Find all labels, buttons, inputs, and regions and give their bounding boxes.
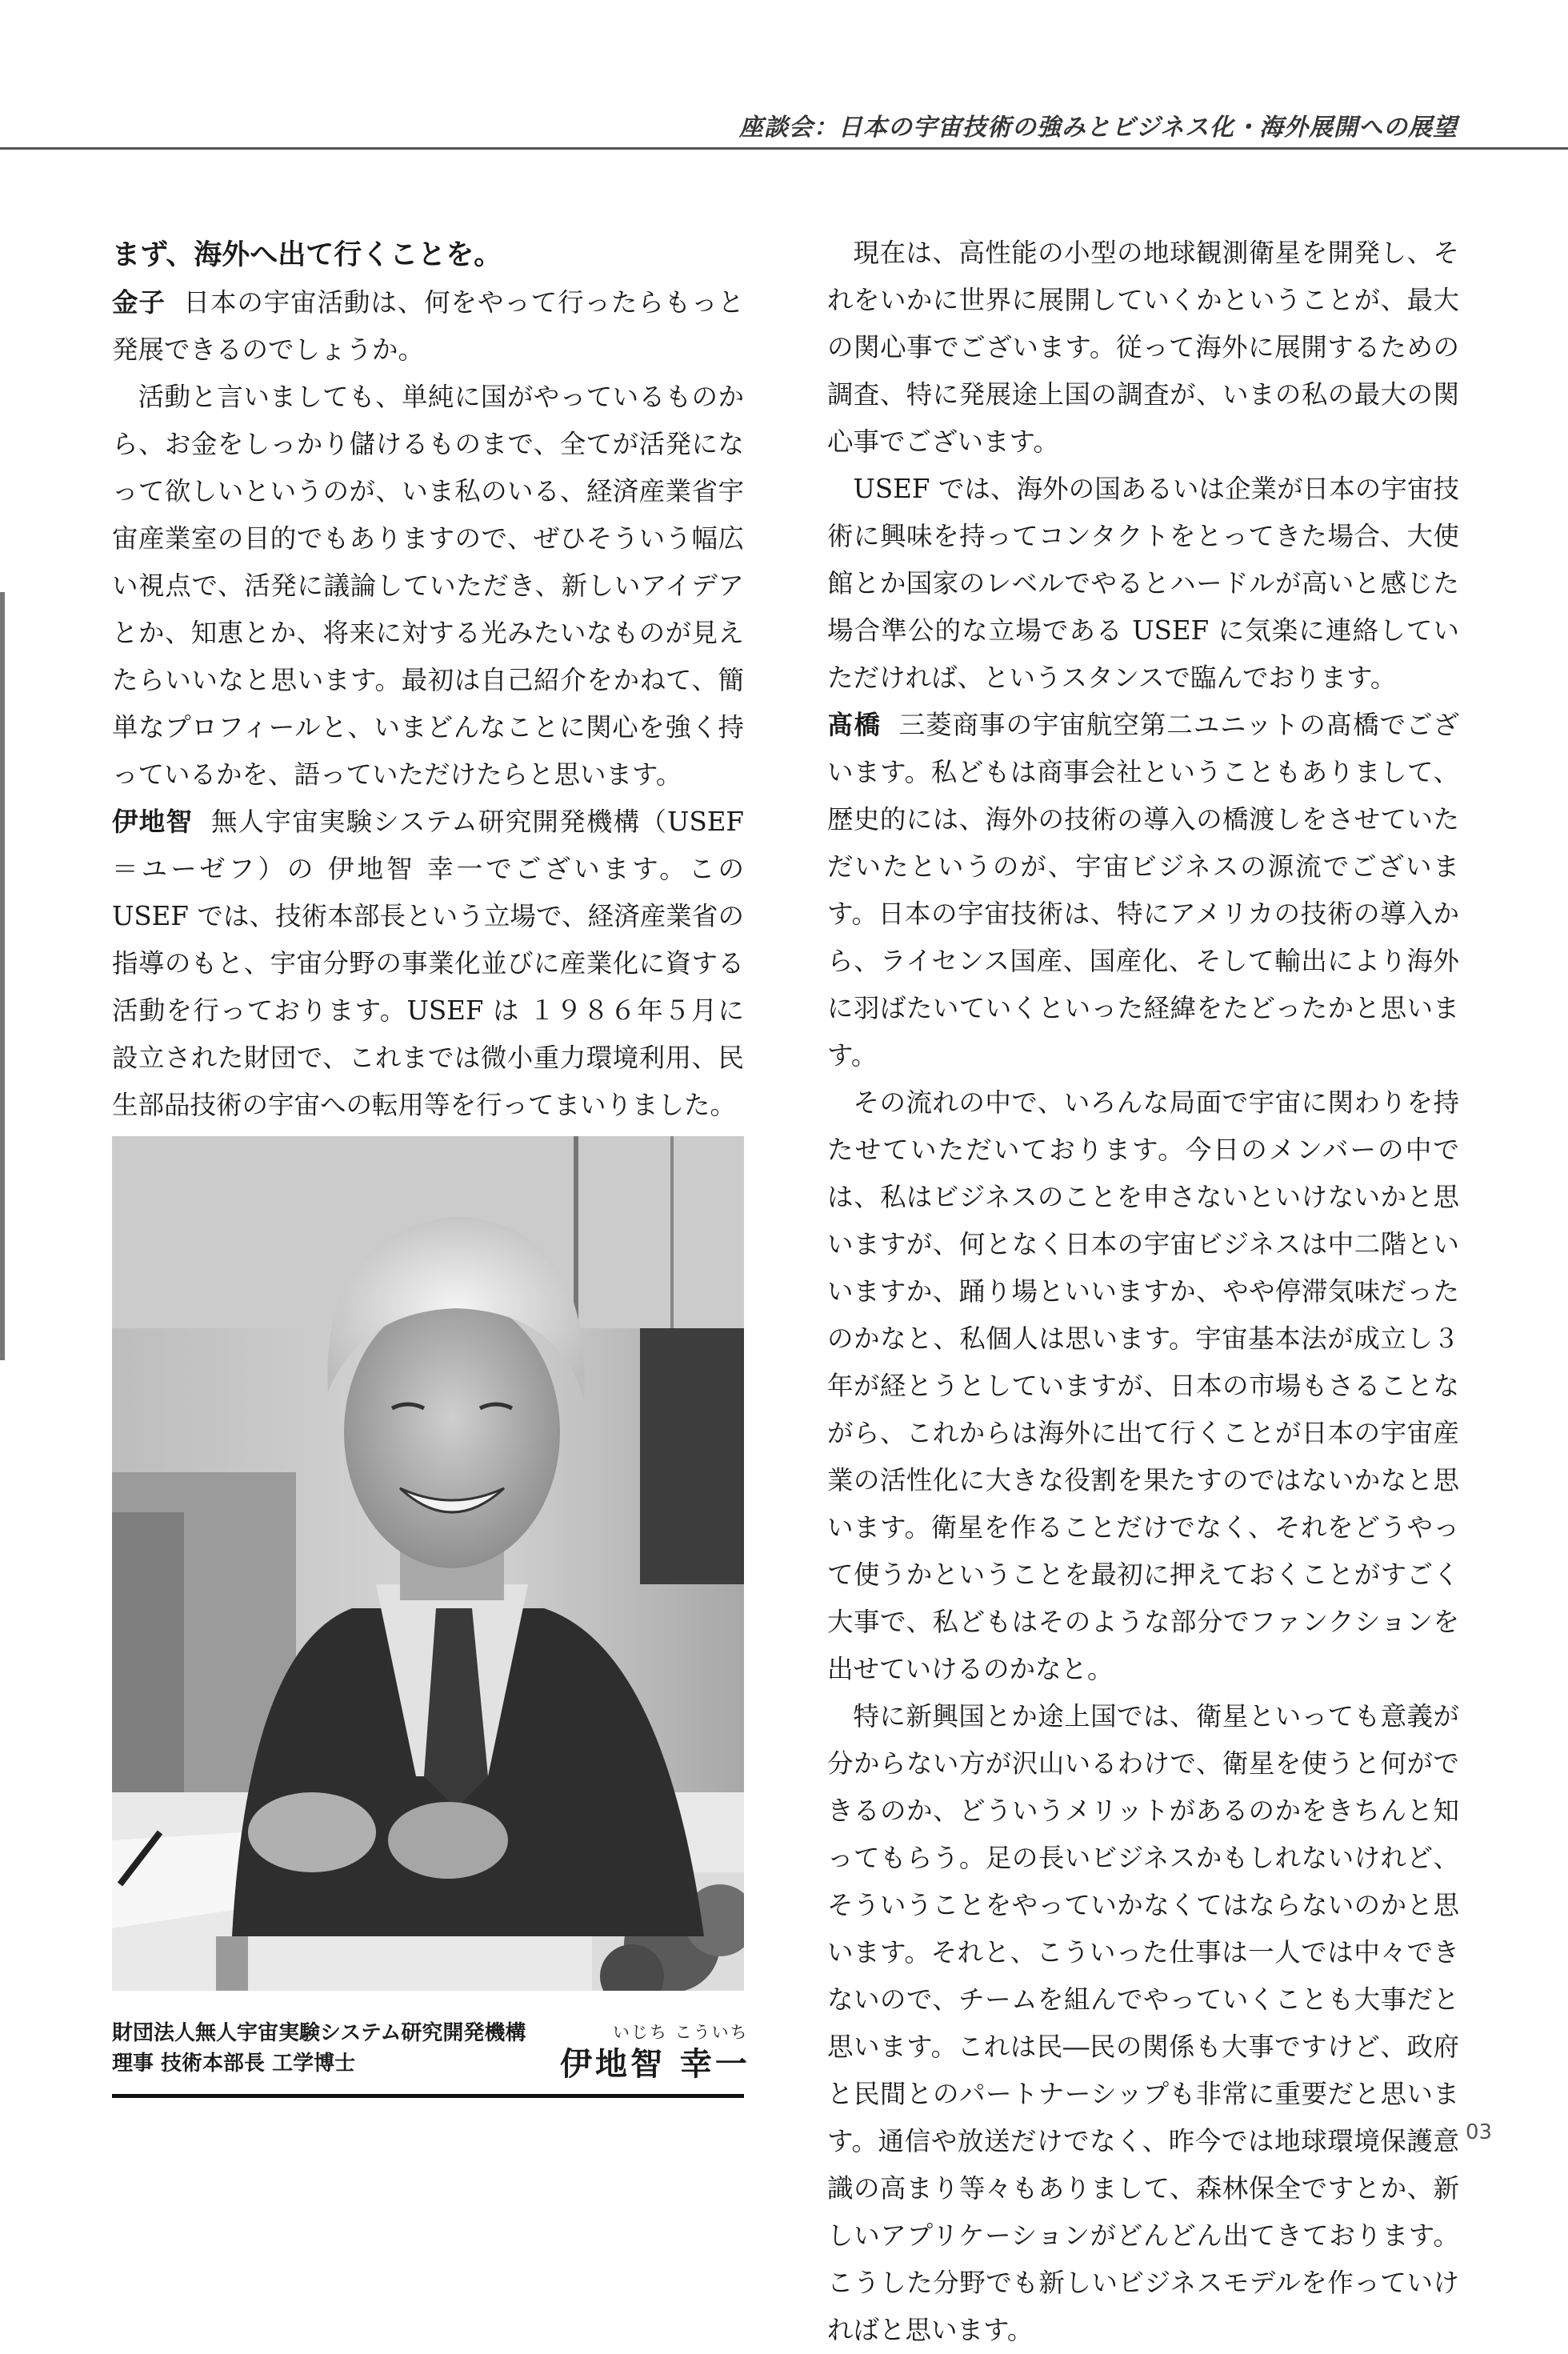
portrait-photo <box>112 1136 744 1991</box>
paragraph-ijichi-3: USEF では、海外の国あるいは企業が日本の宇宙技術に興味を持ってコンタクトをとってきた場合、大使館とか国家のレベルでやるとハードルが高いと感じた場合準公的な立場である USEF に気楽に連絡していただければ、というスタンスで臨んでおります。 <box>827 474 1459 693</box>
side-edge-mark <box>0 592 5 1360</box>
photo-caption-affiliation <box>112 2018 526 2079</box>
caption-name-reading: いじち こういち <box>613 2023 749 2042</box>
paragraph-takahashi-1 <box>827 702 1459 1079</box>
speaker-kaneko: 金子 <box>112 287 166 318</box>
left-column <box>112 232 744 1129</box>
running-header-title: 座談会：日本の宇宙技術の強みとビジネス化・海外展開への展望 <box>738 114 1458 142</box>
caption-affiliation-line2: 理事 技術本部長 工学博士 <box>112 2052 356 2076</box>
page-number: 03 <box>1466 2120 1493 2144</box>
paragraph-ijichi-2: 現在は、高性能の小型の地球観測衛星を開発し、それをいかに世界に展開していくかということが、最大の関心事でございます。従って海外に展開するための調査、特に発展途上国の調査が、いまの私の最大の関心事でございます。 <box>827 238 1459 457</box>
caption-affiliation-line1: 財団法人無人宇宙実験システム研究開発機構 <box>112 2021 526 2045</box>
caption-rule <box>112 2094 744 2098</box>
paragraph-kaneko-1 <box>112 279 744 374</box>
takahashi-text-1: 三菱商事の宇宙航空第二ユニットの髙橋でございます。私どもは商事会社ということもありまして、歴史的には、海外の技術の導入の橋渡しをさせていただいたというのが、宇宙ビジネスの源流でございます。日本の宇宙技術は、特にアメリカの技術の導入から、ライセンス国産、国産化、そして輸出により海外に羽ばたいていくといった経緯をたどったかと思います。 <box>827 710 1459 1071</box>
paragraph-kaneko-2: 活動と言いましても、単純に国がやっているものから、お金をしっかり儲けるものまで、全てが活発になって欲しいというのが、いま私のいる、経済産業省宇宙産業室の目的でもありますので、ぜひそういう幅広い視点で、活発に議論していただき、新しいアイデアとか、知恵とか、将来に対する光みたいなものが見えたらいいなと思います。最初は自己紹介をかねて、簡単なプロフィールと、いまどんなことに関心を強く持っているかを、語っていただけたらと思います。 <box>112 382 744 790</box>
ijichi-text-1: 無人宇宙実験システム研究開発機構（USEF＝ユーゼフ）の 伊地智 幸一でございます。この USEF では、技術本部長という立場で、経済産業省の指導のもと、宇宙分野の事業化並びに産業化に資する活動を行っております。USEF は １９８６年５月に設立された財団で、これまでは微小重力環境利用、民生部品技術の宇宙への転用等を行ってまいりました。 <box>112 807 744 1120</box>
paragraph-takahashi-2: その流れの中で、いろんな局面で宇宙に関わりを持たせていただいております。今日のメンバーの中では、私はビジネスのことを申さないといけないかと思いますが、何となく日本の宇宙ビジネスは中二階といいますか、踊り場といいますか、やや停滞気味だったのかなと、私個人は思います。宇宙基本法が成立し３年が経とうとしていますが、日本の市場もさることながら、これからは海外に出て行くことが日本の宇宙産業の活性化に大きな役割を果たすのではないかなと思います。衛星を作ることだけでなく、それをどうやって使うかということを最初に押えておくことがすごく大事で、私どもはそのような部分でファンクションを出せていけるのかなと。 <box>827 1087 1459 1684</box>
section-heading: まず、海外へ出て行くことを。 <box>112 239 502 271</box>
kaneko-text-1: 日本の宇宙活動は、何をやって行ったらもっと発展できるのでしょうか。 <box>112 287 744 365</box>
caption-name: 伊地智 幸一 <box>560 2045 750 2083</box>
paragraph-ijichi-1 <box>112 799 744 1129</box>
speaker-ijichi: 伊地智 <box>112 807 194 837</box>
header-rule <box>0 147 1568 150</box>
right-column <box>827 230 1459 2354</box>
speaker-takahashi: 髙橋 <box>827 710 881 740</box>
paragraph-takahashi-3: 特に新興国とか途上国では、衛星といっても意義が分からない方が沢山いるわけで、衛星を使うと何ができるのか、どういうメリットがあるのかをきちんと知ってもらう。足の長いビジネスかもしれないけれど、そういうことをやっていかなくてはならないのかと思います。それと、こういった仕事は一人では中々できないので、チームを組んでやっていくことも大事だと思います。これは民―民の関係も大事ですけど、政府と民間とのパートナーシップも非常に重要だと思います。通信や放送だけでなく、昨今では地球環境保護意識の高まり等々もありまして、森林保全ですとか、新しいアプリケーションがどんどん出てきております。こうした分野でも新しいビジネスモデルを作っていければと思います。 <box>827 1701 1459 2345</box>
